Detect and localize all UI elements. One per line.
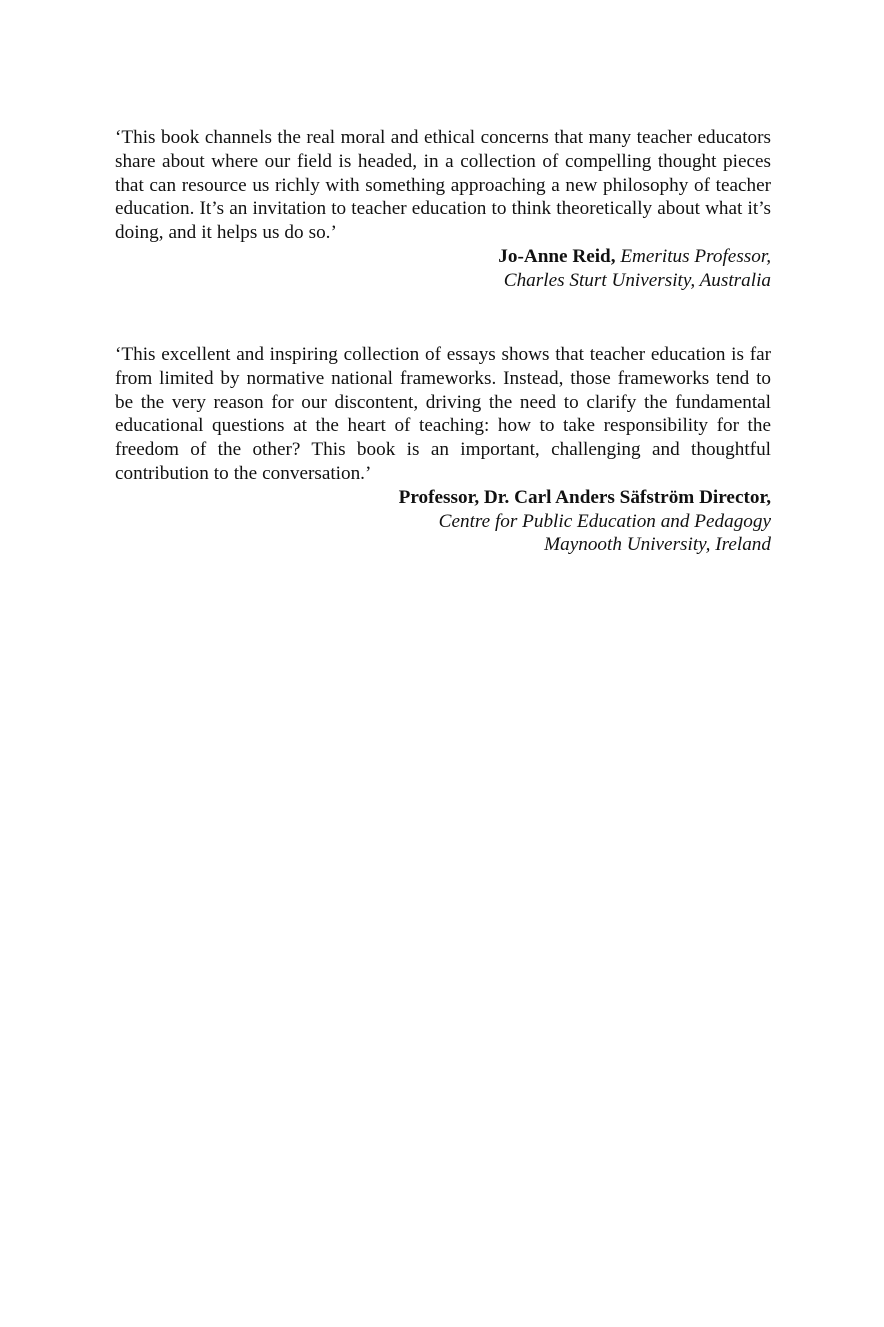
endorser-institution: Maynooth University, Ireland [544,534,771,556]
endorser-name: Jo-Anne Reid, [498,245,616,267]
endorsement-1 [115,126,771,293]
attribution-name-line [115,245,771,269]
endorsement-quote: ‘This excellent and inspiring collection of essays shows that teacher education is far from limited by normative national frameworks. Instead, those frameworks tend to be the very reason for our discontent, driving the need to clarify the fundamental educational questions at the heart of teaching: how to take responsibility for the freedom of the other? This book is an important, challenging and thoughtful contribution to the conversation.’ [115,344,771,484]
endorsement-attribution [115,486,771,557]
endorsement-attribution [115,245,771,293]
endorsement-quote: ‘This book channels the real moral and ethical concerns that many teacher educators share about where our field is headed, in a collection of compelling thought pieces that can resource us richly with something approaching a new philosophy of teacher education. It’s an invitation to teacher education to think theoretically about what it’s doing, and it helps us do so.’ [115,127,771,244]
endorser-institution: Charles Sturt University, Australia [503,269,771,291]
endorser-role: Emeritus Professor, [620,245,771,267]
endorsement-2 [115,343,771,557]
endorser-name: Professor, Dr. Carl Anders Säfström Director, [398,486,771,508]
endorser-role: Centre for Public Education and Pedagogy [438,510,771,532]
